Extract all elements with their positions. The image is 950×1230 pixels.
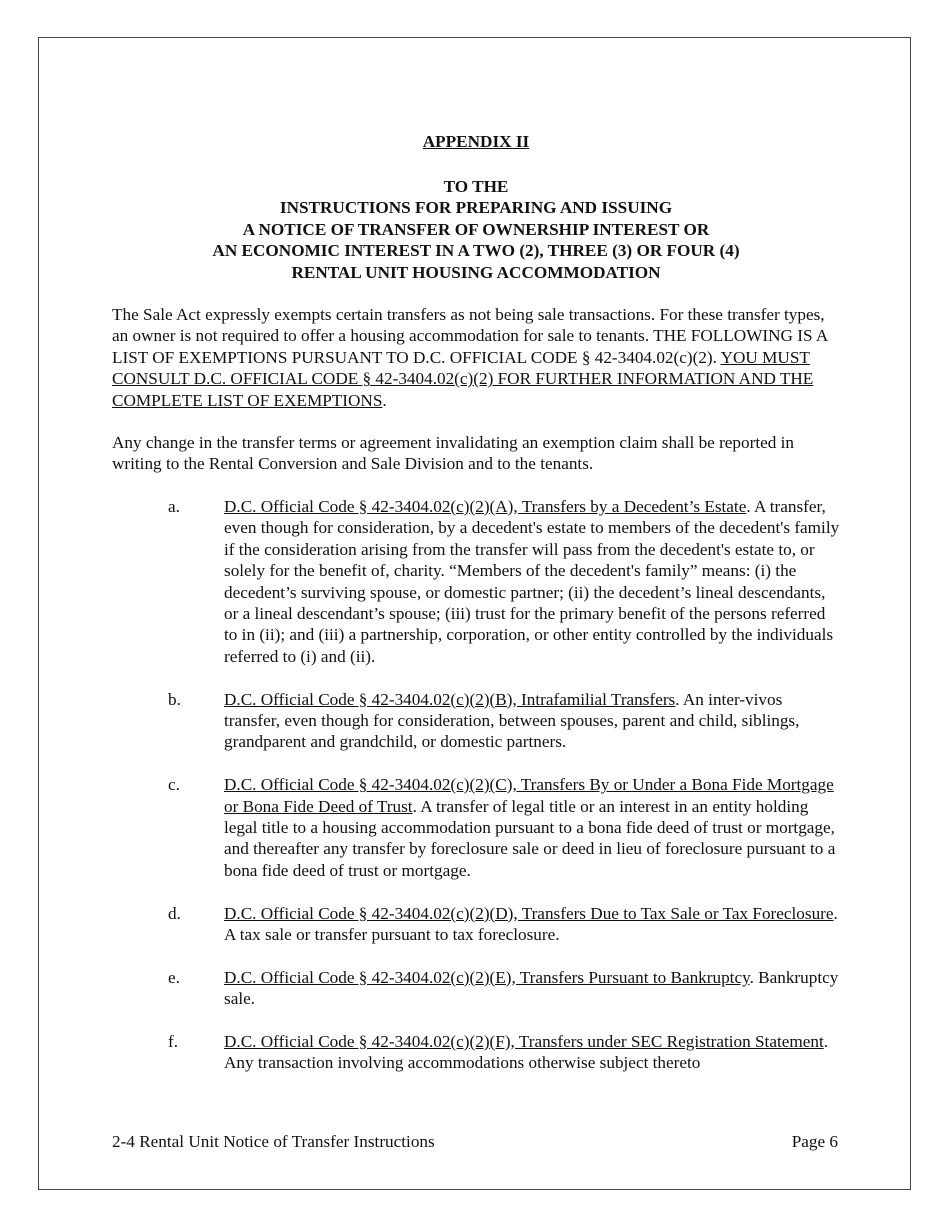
page-number: Page 6 bbox=[791, 1132, 838, 1151]
item-text: . An inter-vivos transfer, even though for consideration, between spouses, parent and child, siblings, grandparent and grandchild, or domestic partners. bbox=[224, 689, 800, 752]
item-title: D.C. Official Code § 42-3404.02(c)(2)(A), Transfers by a Decedent’s Estate bbox=[224, 496, 747, 516]
item-title: D.C. Official Code § 42-3404.02(c)(2)(D), Transfers Due to Tax Sale or Tax Foreclosure bbox=[224, 903, 834, 923]
document-body bbox=[112, 131, 840, 1095]
heading-line: A NOTICE OF TRANSFER OF OWNERSHIP INTEREST OR bbox=[242, 219, 710, 239]
document-heading bbox=[112, 176, 840, 283]
item-text: . A transfer, even though for consideration, by a decedent's estate to members of the decedent's family if the consideration arising from the transfer will pass from the decedent's estate to, or solely for the benefit of, charity. “Members of the decedent's family” means: (i) the decedent’s surviving spouse, or domestic partner; (ii) the decedent’s lineal descendants, or a lineal descendant’s spouse; (iii) trust for the primary benefit of the persons referred to in (ii); and (iii) a partnership, corporation, or other entity controlled by the individuals referred to (i) and (ii). bbox=[224, 496, 840, 666]
item-title: D.C. Official Code § 42-3404.02(c)(2)(B), Intrafamilial Transfers bbox=[224, 689, 676, 709]
item-text: . A tax sale or transfer pursuant to tax foreclosure. bbox=[224, 903, 838, 944]
intro-underlined-text: YOU MUST CONSULT D.C. OFFICIAL CODE § 42-3404.02(c)(2) FOR FURTHER INFORMATION AND THE COMPLETE LIST OF EXEMPTIONS bbox=[112, 347, 814, 410]
exemption-list bbox=[112, 496, 840, 1074]
exemption-item-c bbox=[112, 774, 840, 881]
heading-line: AN ECONOMIC INTEREST IN A TWO (2), THREE (3) OR FOUR (4) bbox=[212, 241, 740, 261]
item-title: D.C. Official Code § 42-3404.02(c)(2)(C), Transfers By or Under a Bona Fide Mortgage or Bona Fide Deed of Trust bbox=[224, 775, 834, 816]
heading-line: INSTRUCTIONS FOR PREPARING AND ISSUING bbox=[279, 198, 673, 218]
item-text: . Bankruptcy sale. bbox=[224, 967, 839, 1009]
intro-end: . bbox=[382, 390, 387, 410]
exemption-item-b bbox=[112, 689, 840, 753]
heading-line: TO THE bbox=[443, 177, 509, 196]
exemption-item-a bbox=[112, 496, 840, 667]
exemption-item-e bbox=[112, 967, 840, 1010]
exemption-item-f bbox=[112, 1031, 840, 1074]
item-text: . Any transaction involving accommodations otherwise subject thereto bbox=[224, 1031, 829, 1073]
item-title: D.C. Official Code § 42-3404.02(c)(2)(E), Transfers Pursuant to Bankruptcy bbox=[224, 967, 750, 987]
item-letter: b. bbox=[168, 689, 181, 709]
exemption-item-d bbox=[112, 903, 840, 946]
item-letter: d. bbox=[168, 903, 181, 923]
intro-text: The Sale Act expressly exempts certain transfers as not being sale transactions. For these transfer types, an owner is not required to offer a housing accommodation for sale to tenants. THE FOLLOWING IS A LIST OF EXEMPTIONS PURSUANT TO D.C. OFFICIAL CODE § 42-3404.02(c)(2). bbox=[112, 305, 828, 367]
item-letter: e. bbox=[168, 967, 180, 987]
item-text: . A transfer of legal title or an interest in an entity holding legal title to a housing accommodation pursuant to a bona fide deed of trust or mortgage, and thereafter any transfer by foreclosure sale or deed in lieu of foreclosure pursuant to a bona fide deed of trust or mortgage. bbox=[224, 796, 836, 880]
item-letter: f. bbox=[168, 1031, 179, 1051]
change-paragraph: Any change in the transfer terms or agreement invalidating an exemption claim shall be reported in writing to the Rental Conversion and Sale Division and to the tenants. bbox=[112, 433, 795, 474]
item-letter: c. bbox=[168, 775, 180, 795]
footer-document-title: 2-4 Rental Unit Notice of Transfer Instructions bbox=[112, 1132, 435, 1151]
item-letter: a. bbox=[168, 496, 180, 516]
appendix-title: APPENDIX II bbox=[422, 132, 530, 151]
heading-line: RENTAL UNIT HOUSING ACCOMMODATION bbox=[291, 262, 661, 282]
intro-paragraph bbox=[112, 304, 840, 411]
item-title: D.C. Official Code § 42-3404.02(c)(2)(F), Transfers under SEC Registration Statement bbox=[224, 1031, 824, 1051]
